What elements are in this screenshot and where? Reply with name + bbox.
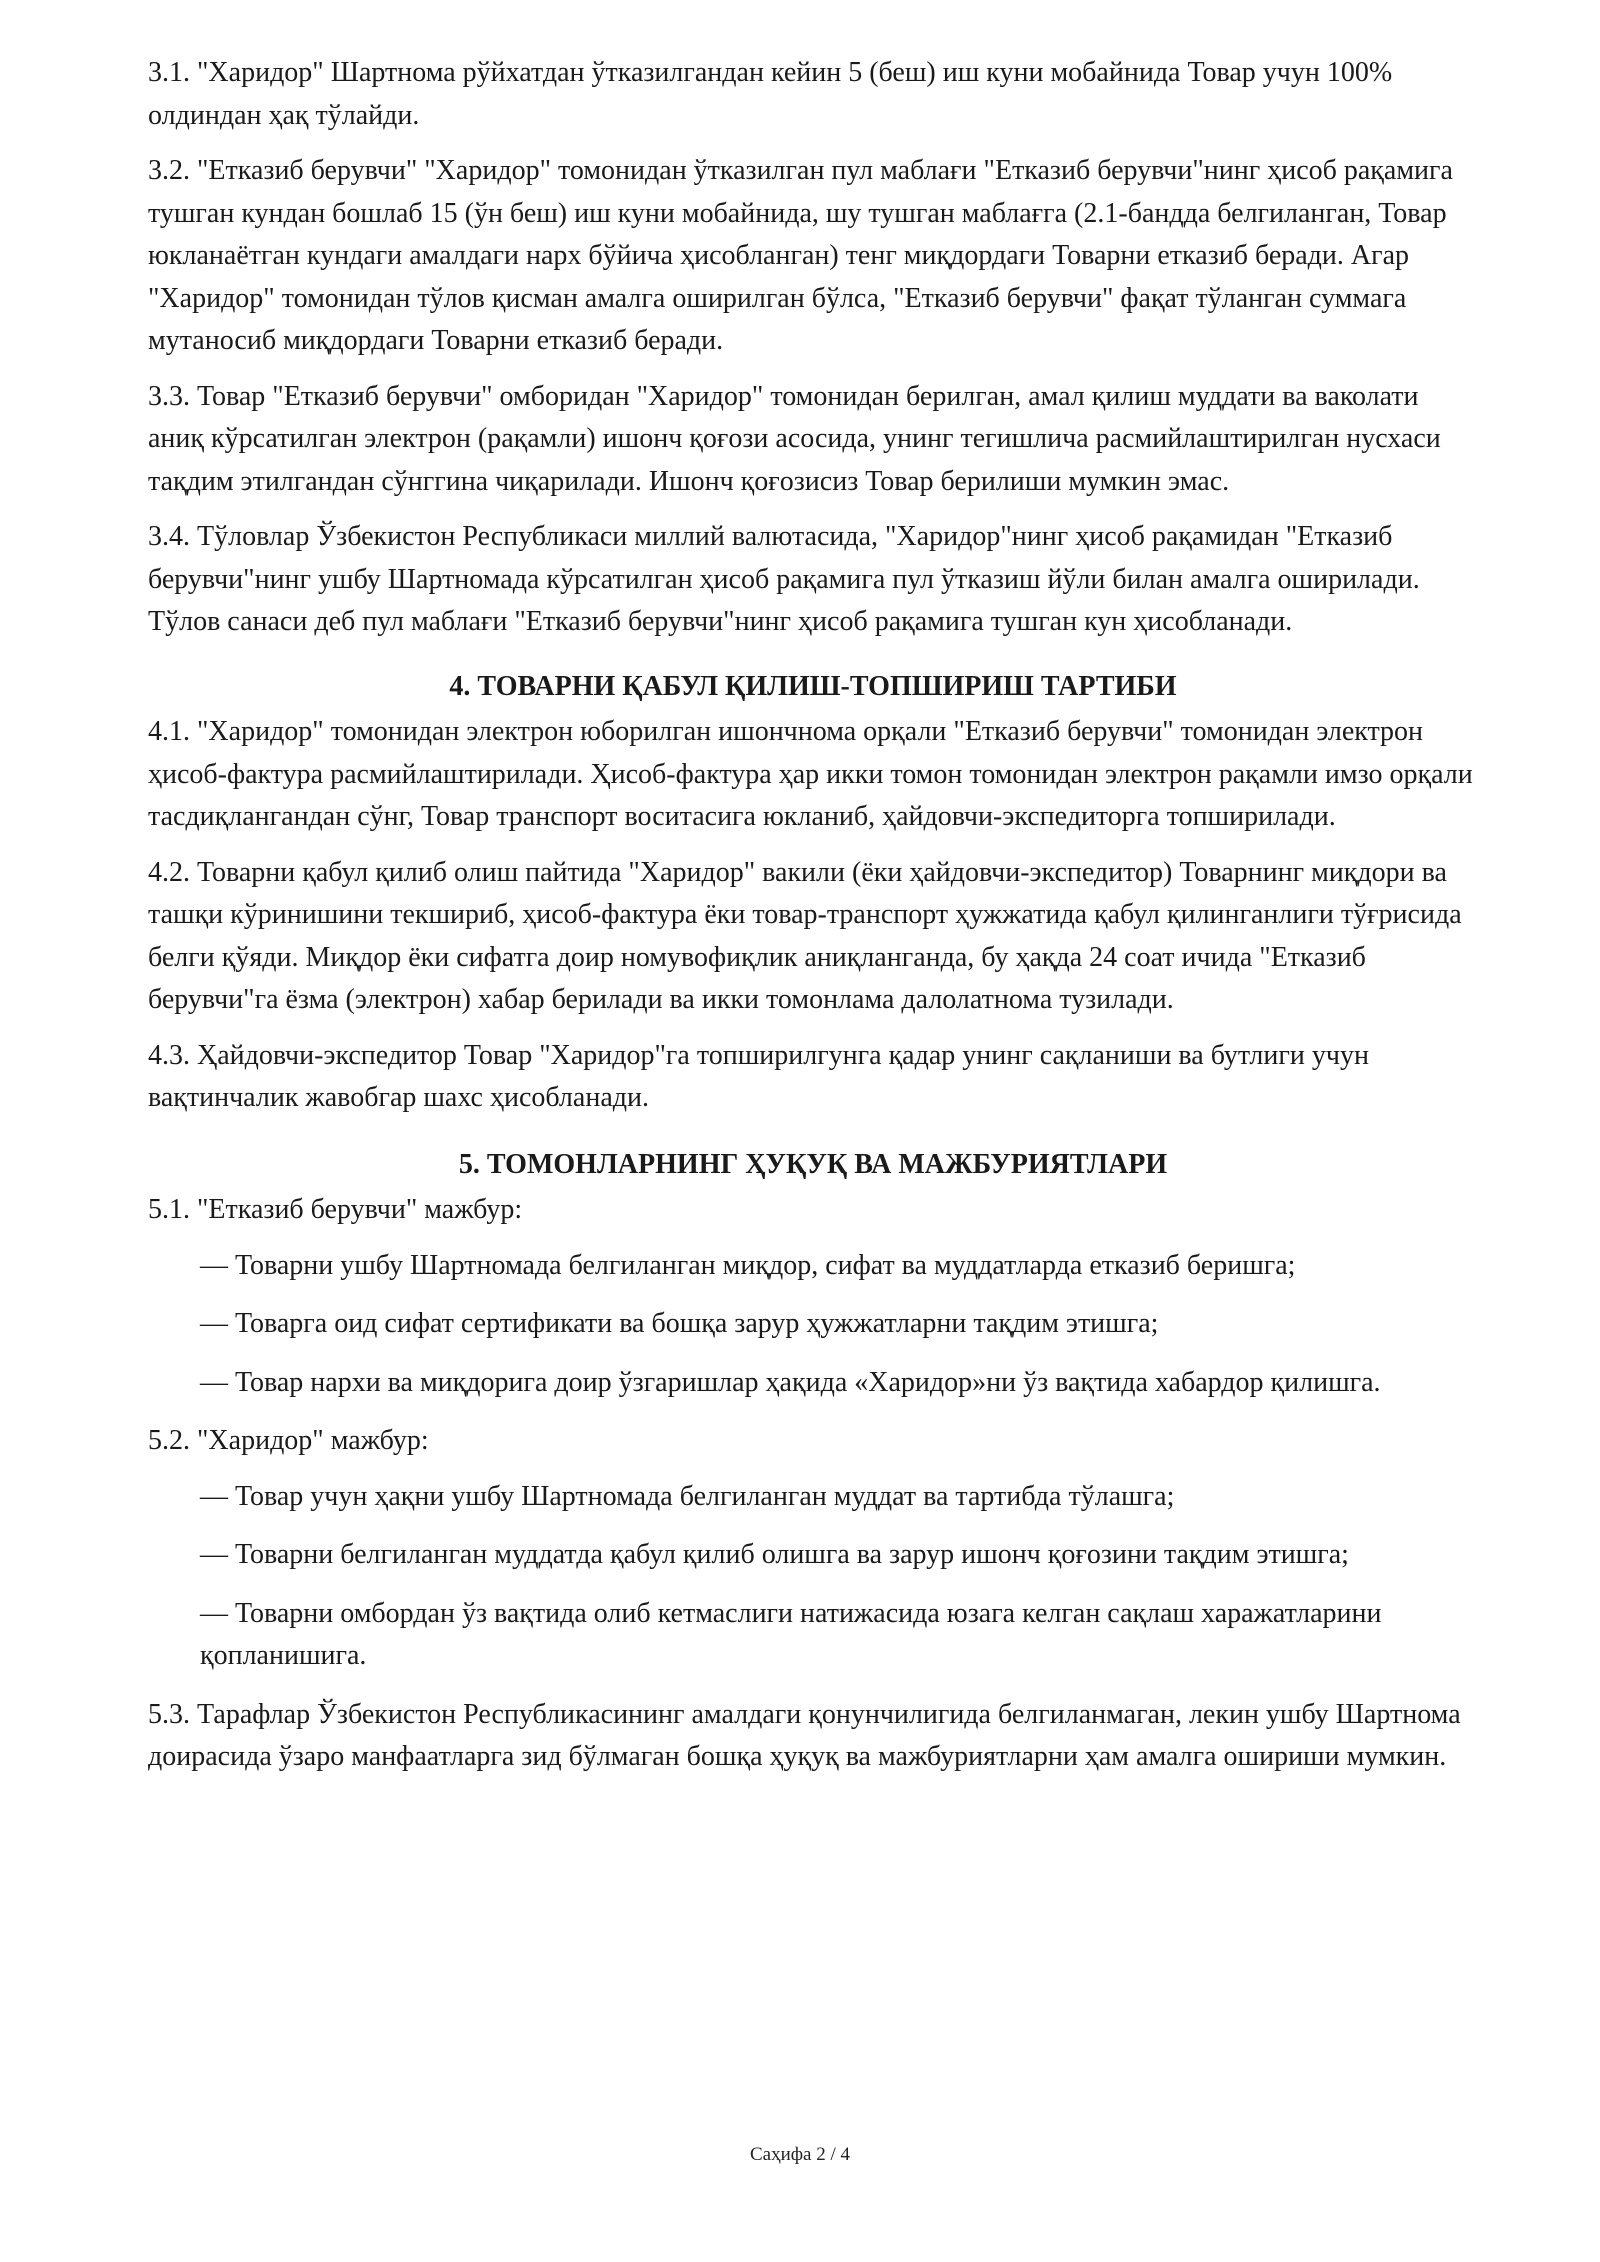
clause-3-3: 3.3. Товар "Етказиб берувчи" омборидан "Харидор" томонидан берилган, амал қилиш муддати ва ваколати аниқ кўрсатилган электрон (рақамли) ишонч қоғози асосида, унинг тегишлича расмийлаштирилган нусхаси тақдим этилгандан сўнггина чиқарилади. Ишонч қоғозисиз Товар берилиши мумкин эмас.: [148, 380, 1441, 497]
document-page: [148, 52, 1478, 1792]
clause-3-4: 3.4. Тўловлар Ўзбекистон Республикаси миллий валютасида, "Харидор"нинг ҳисоб рақамидан "Етказиб берувчи"нинг ушбу Шартномада кўрсатилган ҳисоб рақамига пул ўтказиш йўли билан амалга оширилади. Тўлов санаси деб пул маблағи "Етказиб берувчи"нинг ҳисоб рақамига тушган кун ҳисобланади.: [148, 521, 1420, 637]
clause-5-1: 5.1. "Етказиб берувчи" мажбур:: [148, 1194, 523, 1225]
section-4-heading: 4. ТОВАРНИ ҚАБУЛ ҚИЛИШ-ТОПШИРИШ ТАРТИБИ: [449, 670, 1177, 702]
buyer-obligations-list: [148, 1476, 1478, 1678]
clause-4-1: 4.1. "Харидор" томонидан электрон юборилган ишончнома орқали "Етказиб берувчи" томонидан электрон ҳисоб-фактура расмийлаштирилади. Ҳисоб-фактура ҳар икки томон томонидан электрон рақамли имзо орқали тасдиқлангандан сўнг, Товар транспорт воситасига юкланиб, ҳайдовчи-экспедиторга топширилади.: [148, 716, 1473, 832]
clause-4-2: 4.2. Товарни қабул қилиб олиш пайтида "Харидор" вакили (ёки ҳайдовчи-экспедитор) Товарнинг миқдори ва ташқи кўринишини текшириб, ҳисоб-фактура ёки товар-транспорт ҳужжатида қабул қилинганлиги тўғрисида белги қўяди. Миқдор ёки сифатга доир номувофиқлик аниқланганда, бу ҳақда 24 соат ичида "Етказиб берувчи"га ёзма (электрон) хабар берилади ва икки томонлама далолатнома тузилади.: [148, 856, 1462, 1015]
list-item: — Товар нархи ва миқдорига доир ўзгаришлар ҳақида «Харидор»ни ўз вақтида хабардор қилишга.: [200, 1366, 1381, 1398]
clause-5-3: 5.3. Тарафлар Ўзбекистон Республикасининг амалдаги қонунчилигида белгиланмаган, лекин ушбу Шартнома доирасида ўзаро манфаатларга зид бўлмаган бошқа ҳуқуқ ва мажбуриятларни ҳам амалга ошириши мумкин.: [148, 1698, 1461, 1772]
clause-4-3: 4.3. Ҳайдовчи-экспедитор Товар "Харидор"га топширилгунга қадар унинг сақланиши ва бутлиги учун вақтинчалик жавобгар шахс ҳисобланади.: [148, 1039, 1369, 1113]
clause-3-1: 3.1. "Харидор" Шартнома рўйхатдан ўтказилгандан кейин 5 (беш) иш куни мобайнида Товар учун 100% олдиндан ҳақ тўлайди.: [148, 57, 1393, 131]
clause-5-2: 5.2. "Харидор" мажбур:: [148, 1425, 429, 1456]
clause-3-2: 3.2. "Етказиб берувчи" "Харидор" томонидан ўтказилган пул маблағи "Етказиб берувчи"нинг ҳисоб рақамига тушган кундан бошлаб 15 (ўн беш) иш куни мобайнида, шу тушган маблағга (2.1-бандда белгиланган, Товар юкланаётган кундаги амалдаги нарх бўйича ҳисобланган) тенг миқдордаги Товарни етказиб беради. Агар "Харидор" томонидан тўлов қисман амалга оширилган бўлса, "Етказиб берувчи" фақат тўланган суммага мутаносиб миқдордаги Товарни етказиб беради.: [148, 155, 1453, 356]
supplier-obligations-list: [148, 1245, 1478, 1405]
list-item: — Товар учун ҳақни ушбу Шартномада белгиланган муддат ва тартибда тўлашга;: [200, 1480, 1175, 1512]
list-item: — Товарни ушбу Шартномада белгиланган миқдор, сифат ва муддатларда етказиб беришга;: [200, 1249, 1296, 1281]
section-5-heading: 5. ТОМОНЛАРНИНГ ҲУҚУҚ ВА МАЖБУРИЯТЛАРИ: [458, 1148, 1168, 1180]
list-item: — Товарни омбордан ўз вақтида олиб кетмаслиги натижасида юзага келган сақлаш харажатларини қопланишига.: [200, 1597, 1382, 1671]
list-item: — Товарга оид сифат сертификати ва бошқа зарур ҳужжатларни тақдим этишга;: [200, 1308, 1159, 1339]
list-item: — Товарни белгиланган муддатда қабул қилиб олишга ва зарур ишонч қоғозини тақдим этишга;: [200, 1539, 1349, 1570]
page-number: Саҳифа 2 / 4: [749, 2144, 851, 2165]
